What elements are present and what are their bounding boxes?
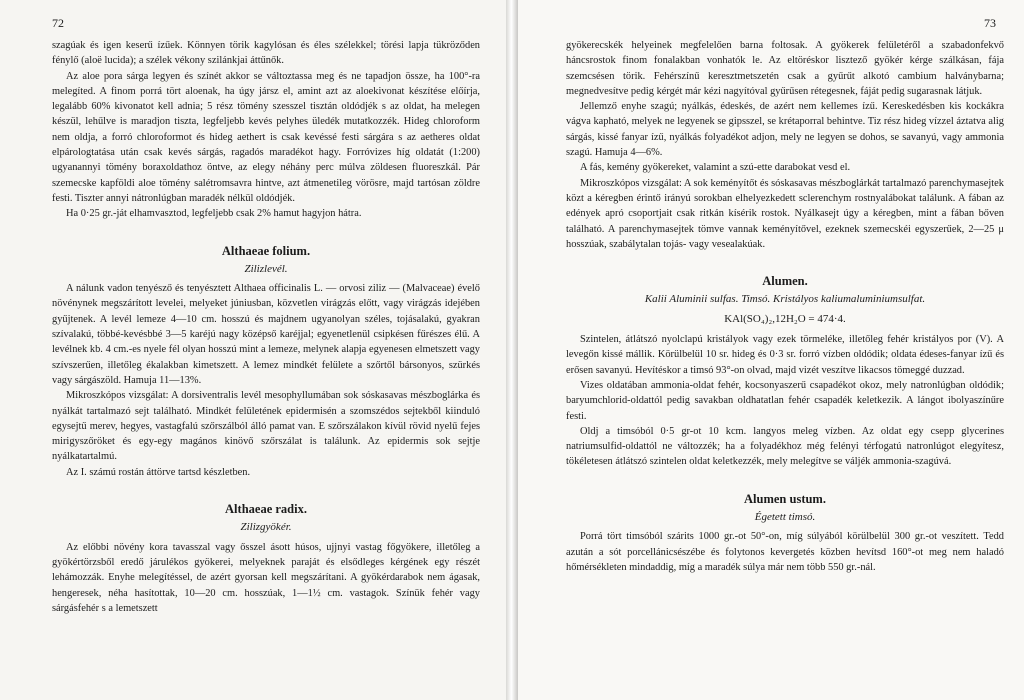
paragraph: Szintelen, átlátszó nyolclapú kristályok vagy ezek törmeléke, illetőleg fehér kristályos por (V). A levegőn kissé mállik. Körülbelül 10 sr. hideg és 0·3 sr. forró vízben oldódik; oldata édeses-fanyar ízű és erősen savanyú. Hevítéskor a timsó 93°-on olvad, majd vizét veszítve likacsos tömeggé duzzad. xyxy=(566,334,1004,376)
section-subtitle: Zilizlevél. xyxy=(244,262,288,275)
right-page xyxy=(518,0,1024,700)
paragraph: Ha 0·25 gr.-ját elhamvasztod, legfeljebb csak 2% hamut hagyjon hátra. xyxy=(66,208,362,220)
paragraph: A fás, kemény gyökereket, valamint a szú-ette darabokat vesd el. xyxy=(580,162,851,174)
paragraph: Az I. számú rostán áttörve tartsd készletben. xyxy=(66,466,251,478)
section-title: Althaeae radix. xyxy=(225,502,307,517)
page-number: 72 xyxy=(52,16,64,30)
page-body xyxy=(52,38,480,616)
section-subtitle: Égetett timsó. xyxy=(754,511,816,524)
paragraph: Vizes oldatában ammonia-oldat fehér, kocsonyaszerű csapadékot okoz, mely natronlúgban oldódik; baryumchlorid-oldattól pedig savakban oldhatatlan fehér csapadék keletkezik. A lángot ibolyaszínűre festi. xyxy=(566,379,1004,422)
section-title: Alumen. xyxy=(762,274,808,289)
section-title: Alumen ustum. xyxy=(744,491,826,506)
page-body xyxy=(566,38,1004,575)
paragraph: Az aloe pora sárga legyen és színét akkor se változtassa meg és ne tapadjon össze, ha 100°-ra melegíted. A finom porrá tört aloenak, ha úgy jársz el, amint azt az aloekivonat készítése előírja, legalább 60% kivonatot kell adnia; 5 rész tömény szesszel tisztán oldódjék s az oldat, ha melegen készül, lehűlve is maradjon tiszta, legfeljebb kevés pelyhes üledék mutatkozzék. Hideg chloroform nem oldja, a forró chloroformot és hideg aethert is csak kevéssé festi sárgára s az aetheres oldat elpárologtatása után csak kevés sárgás, ragadós maradékot hagy. Forróvizes híg oldatát (1:200) ugyanannyi tömény boraxoldathoz öntve, az elegy néhány perc múlva zöldesen fluoreszkál. Pár szemecske kapföldi aloe tömény salétromsavra hintve, azt átmenetileg vörösre, majd tartósan zöldre festi. Tiszter annyi nátronlúgban maradék nélkül oldódjék. xyxy=(52,70,480,204)
paragraph: Oldj a timsóból 0·5 gr-ot 10 kcm. langyos meleg vízben. Az oldat egy csepp glycerines natriumsulfid-oldattól ne változzék; ha a folyadékhoz még felényi térfogatú natronlúgot elegyítesz, tökéletesen átlátszó szintelen oldat keletkezzék, mely melegítve se váljék ammonia-szagúvá. xyxy=(566,425,1004,468)
section-subtitle: Kalii Aluminii sulfas. Timsó. Kristályos kaliumaluminiumsulfat. xyxy=(644,293,926,306)
paragraph: Mikroszkópos vizsgálat: A dorsiventralis levél mesophyllumában sok sóskasavas mészboglárka és nyálkát tartalmazó sejt található. Mindkét felületének epidermisén a szomszédos sejtekből kiinduló egysejtű merev, hegyes, vastagfalú szőrszálból álló pamat van. E szőrszálakon kívül rövid nyelű fejes mirigyszőröket és egy-egy magános kinövő szőrszálat is találunk. Az epidermis sok sejtje nyálkatartalmú. xyxy=(52,390,480,463)
paragraph: gyökerecskék helyeinek megfelelően barna foltosak. A gyökerek felületéről a szabadonfekvő háncsrostok finom fonalakban vonhatók le. Az eltöréskor lisztező gyökér kérge szálkásan, fája szemcsésen törik. Fehérszínű keresztmetszetén csak a gyűrűt alkotó cambium halványbarna; megnedvesítve pedig kérgét már kézi nagyítóval gyűrűsen rétegesnek, fáját pedig sugarasnak látjuk. xyxy=(566,40,1004,97)
section-title: Althaeae folium. xyxy=(221,243,311,258)
paragraph: Jellemző enyhe szagú; nyálkás, édeskés, de azért nem kellemes ízű. Kereskedésben kis kockákra vágva kapható, melyek ne legyenek se gipsszel, se krétaporral behintve. Tiz rész hideg vízzel áztatva alig sárgás, kissé fanyar ízű, nyálkás folyadékot adjon, mely ne legyen se dohos, se savanyú, vagy ammonia szagú. Hamuja 4—6%. xyxy=(566,101,1004,159)
left-page xyxy=(0,0,506,700)
page-number: 73 xyxy=(984,16,996,30)
paragraph: Porrá tört timsóból szárits 1000 gr.-ot 50°-on, míg súlyából körülbelül 300 gr.-ot veszített. Tedd azután a sót porcellánicsészébe és folytonos kevergetés közben hevítsd 160°-ot meg nem haladó hőmérsékleten mindaddig, míg a maradék súlya már nem több 550 gr.-nál. xyxy=(566,531,1004,573)
paragraph: Az előbbi növény kora tavasszal vagy ősszel ásott húsos, ujjnyi vastag főgyökere, illetőleg a gyökértörzsből eredő járulékos gyökerei, melyeknek paraját és elsődleges kérgének egy részét lehámozzák. Enyhe melegítéssel, de azért gyorsan kell megszárítani. A gyökérdarabok nem ágasak, hengeresek, néha hasítottak, 10—20 cm. hosszúak, 1—1½ cm. vastagok. Színük fehér vagy sárgásfehér s a lemetszett xyxy=(52,541,480,614)
book-gutter xyxy=(506,0,518,700)
paragraph: Mikroszkópos vizsgálat: A sok keményítőt és sóskasavas mészboglárkát tartalmazó parenchymasejtek közt a kéregben érintő irányú sorokban elhelyezkedett sclerenchym rostnyalábokat találunk. A fában az edények apró csoportjait csak ritkán kísérik rostok. Nyálkasejt úgy a kéregben, mint a fában bőven található. A parenchymasejtek tömve vannak keményítővel, ezeknek szemecskéi egyszerűek, 2—25 μ hosszúak, szabálytalan tojás- vagy vesealakúak. xyxy=(566,177,1004,250)
chemical-formula: KAl(SO₄)₂,12H₂O = 474·4. xyxy=(724,312,846,325)
section-subtitle: Zilizgyökér. xyxy=(240,521,292,534)
paragraph: A nálunk vadon tenyésző és tenyésztett Althaea officinalis L. — orvosi ziliz — (Malvaceae) évelő növénynek megszárított levelei, melyeket júniusban, közvetlen virágzás előtt, vagy virágzás idejében gyűjtenek. A levél lemeze 4—10 cm. hosszú és majdnem ugyanolyan széles, tojásalakú, gyakran szívalakú, többé-kevésbbé 3—5 karéjú nagy középső karéjjal; egyenetlenül csipkésen fűrészes élű. A levélnek kb. 4 cm.-es nyele fél olyan hosszú mint a lemeze, melynek alapja egyenesen elmetszett vagy szívszerűen, illetőleg ékalakban kimetszett. A lemez mindkét felülete a szőrtől bársonyos, szürkés vagy sárgászöld. Hamuja 11—13%. xyxy=(52,283,480,386)
paragraph: szagúak és igen keserű ízűek. Könnyen törik kagylósan és éles szélekkel; törési lapja tükröződen fénylő (aloë lucida); a szélek vékony szilánkjai áttűnők. xyxy=(52,40,480,67)
